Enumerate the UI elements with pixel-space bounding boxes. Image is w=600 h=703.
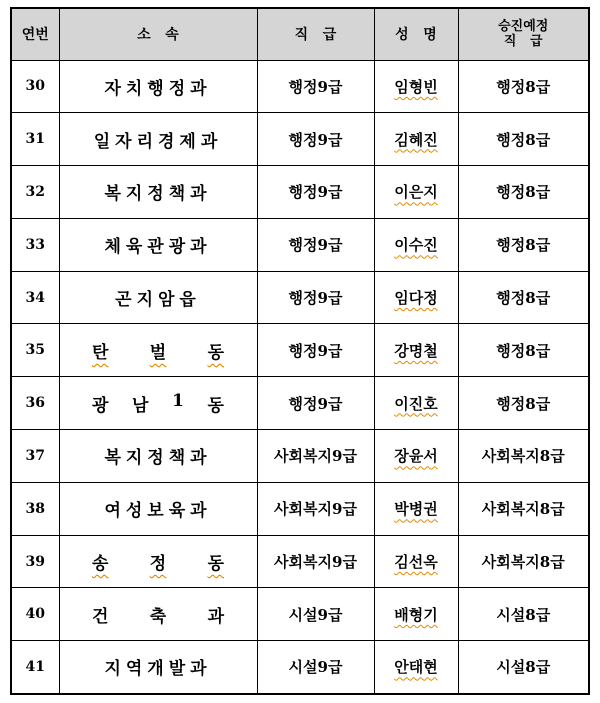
row-department [59,324,257,377]
row-department [59,60,257,113]
row-promotion-grade: 시설8급 [458,588,589,641]
department-char: 동 [207,342,224,363]
table-body [11,60,589,694]
row-promotion-grade: 행정8급 [458,60,589,113]
row-department [59,641,257,694]
department-text [92,549,224,574]
row-department [59,113,257,166]
department-text: 복지정책과 [104,184,212,205]
header-grade: 직 급 [257,8,374,60]
row-grade: 시설9급 [257,588,374,641]
table-row [11,60,589,113]
table-row [11,430,589,483]
row-promotion-grade: 행정8급 [458,271,589,324]
department-text [92,338,224,363]
row-promotion-grade: 행정8급 [458,324,589,377]
department-char: 축 [149,606,167,627]
table-row [11,482,589,535]
row-grade: 행정9급 [257,113,374,166]
row-promotion-grade: 사회복지8급 [458,430,589,483]
row-department [59,482,257,535]
name-text: 장윤서 [394,447,438,466]
row-name [374,218,458,271]
name-text: 이수진 [394,236,438,255]
header-promotion-line1: 승진예정 [498,19,549,35]
table-row [11,377,589,430]
row-promotion-grade: 행정8급 [458,377,589,430]
row-number: 32 [11,166,59,219]
table-row [11,218,589,271]
row-name [374,641,458,694]
row-promotion-grade: 사회복지8급 [458,482,589,535]
row-department [59,535,257,588]
row-grade: 행정9급 [257,271,374,324]
row-department [59,430,257,483]
department-text: 지역개발과 [104,659,212,680]
row-promotion-grade: 시설8급 [458,641,589,694]
row-promotion-grade: 사회복지8급 [458,535,589,588]
header-name: 성 명 [374,8,458,60]
row-number: 38 [11,482,59,535]
department-char: 동 [207,554,224,575]
department-char: 벌 [149,342,167,363]
department-char: 1 [172,390,184,411]
name-text: 배형기 [394,605,438,624]
row-grade: 시설9급 [257,641,374,694]
row-grade: 행정9급 [257,166,374,219]
header-promotion-line2: 직 급 [503,34,543,50]
promotion-roster-table [10,7,590,695]
row-department [59,271,257,324]
table-row [11,113,589,166]
department-text: 복지정책과 [104,448,212,469]
row-grade: 행정9급 [257,218,374,271]
department-char: 건 [92,606,109,627]
header-number: 연번 [11,8,59,60]
row-number: 30 [11,60,59,113]
table-row [11,271,589,324]
department-text: 체육관광과 [104,237,212,258]
department-text: 여성보육과 [104,501,212,522]
table-row [11,166,589,219]
row-name [374,166,458,219]
row-promotion-grade: 행정8급 [458,166,589,219]
department-text: 일자리경제과 [93,131,223,152]
row-name [374,377,458,430]
row-number: 37 [11,430,59,483]
name-text: 강명철 [394,341,438,360]
department-char: 정 [149,554,167,575]
department-text: 곤지암읍 [115,290,201,311]
name-text: 박병권 [394,500,438,519]
row-grade: 사회복지9급 [257,535,374,588]
department-text [92,602,224,627]
row-grade: 사회복지9급 [257,430,374,483]
department-char: 광 [92,395,109,416]
table-row [11,641,589,694]
department-char: 송 [92,554,109,575]
row-name [374,324,458,377]
department-char: 남 [132,395,149,416]
name-text: 김혜진 [394,130,438,149]
row-grade: 행정9급 [257,377,374,430]
header-promotion-grade [458,8,589,60]
table-row [11,324,589,377]
department-char: 동 [207,395,224,416]
table-row [11,588,589,641]
row-department [59,377,257,430]
name-text: 안태현 [394,658,438,677]
row-department [59,166,257,219]
name-text: 이진호 [394,394,438,413]
row-department [59,588,257,641]
row-name [374,271,458,324]
header-row [11,8,589,60]
table-row [11,535,589,588]
row-department [59,218,257,271]
row-name [374,482,458,535]
row-name [374,60,458,113]
row-number: 36 [11,377,59,430]
row-number: 33 [11,218,59,271]
department-char: 과 [207,606,224,627]
name-text: 임형빈 [394,77,438,96]
department-text: 자치행정과 [104,78,212,99]
row-grade: 행정9급 [257,60,374,113]
header-department: 소 속 [59,8,257,60]
row-number: 35 [11,324,59,377]
row-name [374,113,458,166]
row-number: 40 [11,588,59,641]
department-char: 탄 [92,342,109,363]
name-text: 김선옥 [394,553,438,572]
row-grade: 행정9급 [257,324,374,377]
table-header [11,8,589,60]
row-number: 34 [11,271,59,324]
name-text: 임다정 [394,289,438,308]
row-number: 41 [11,641,59,694]
row-name [374,588,458,641]
row-promotion-grade: 행정8급 [458,113,589,166]
row-name [374,430,458,483]
row-name [374,535,458,588]
row-grade: 사회복지9급 [257,482,374,535]
name-text: 이은지 [394,183,438,202]
row-number: 31 [11,113,59,166]
department-text [92,391,224,416]
row-promotion-grade: 행정8급 [458,218,589,271]
row-number: 39 [11,535,59,588]
